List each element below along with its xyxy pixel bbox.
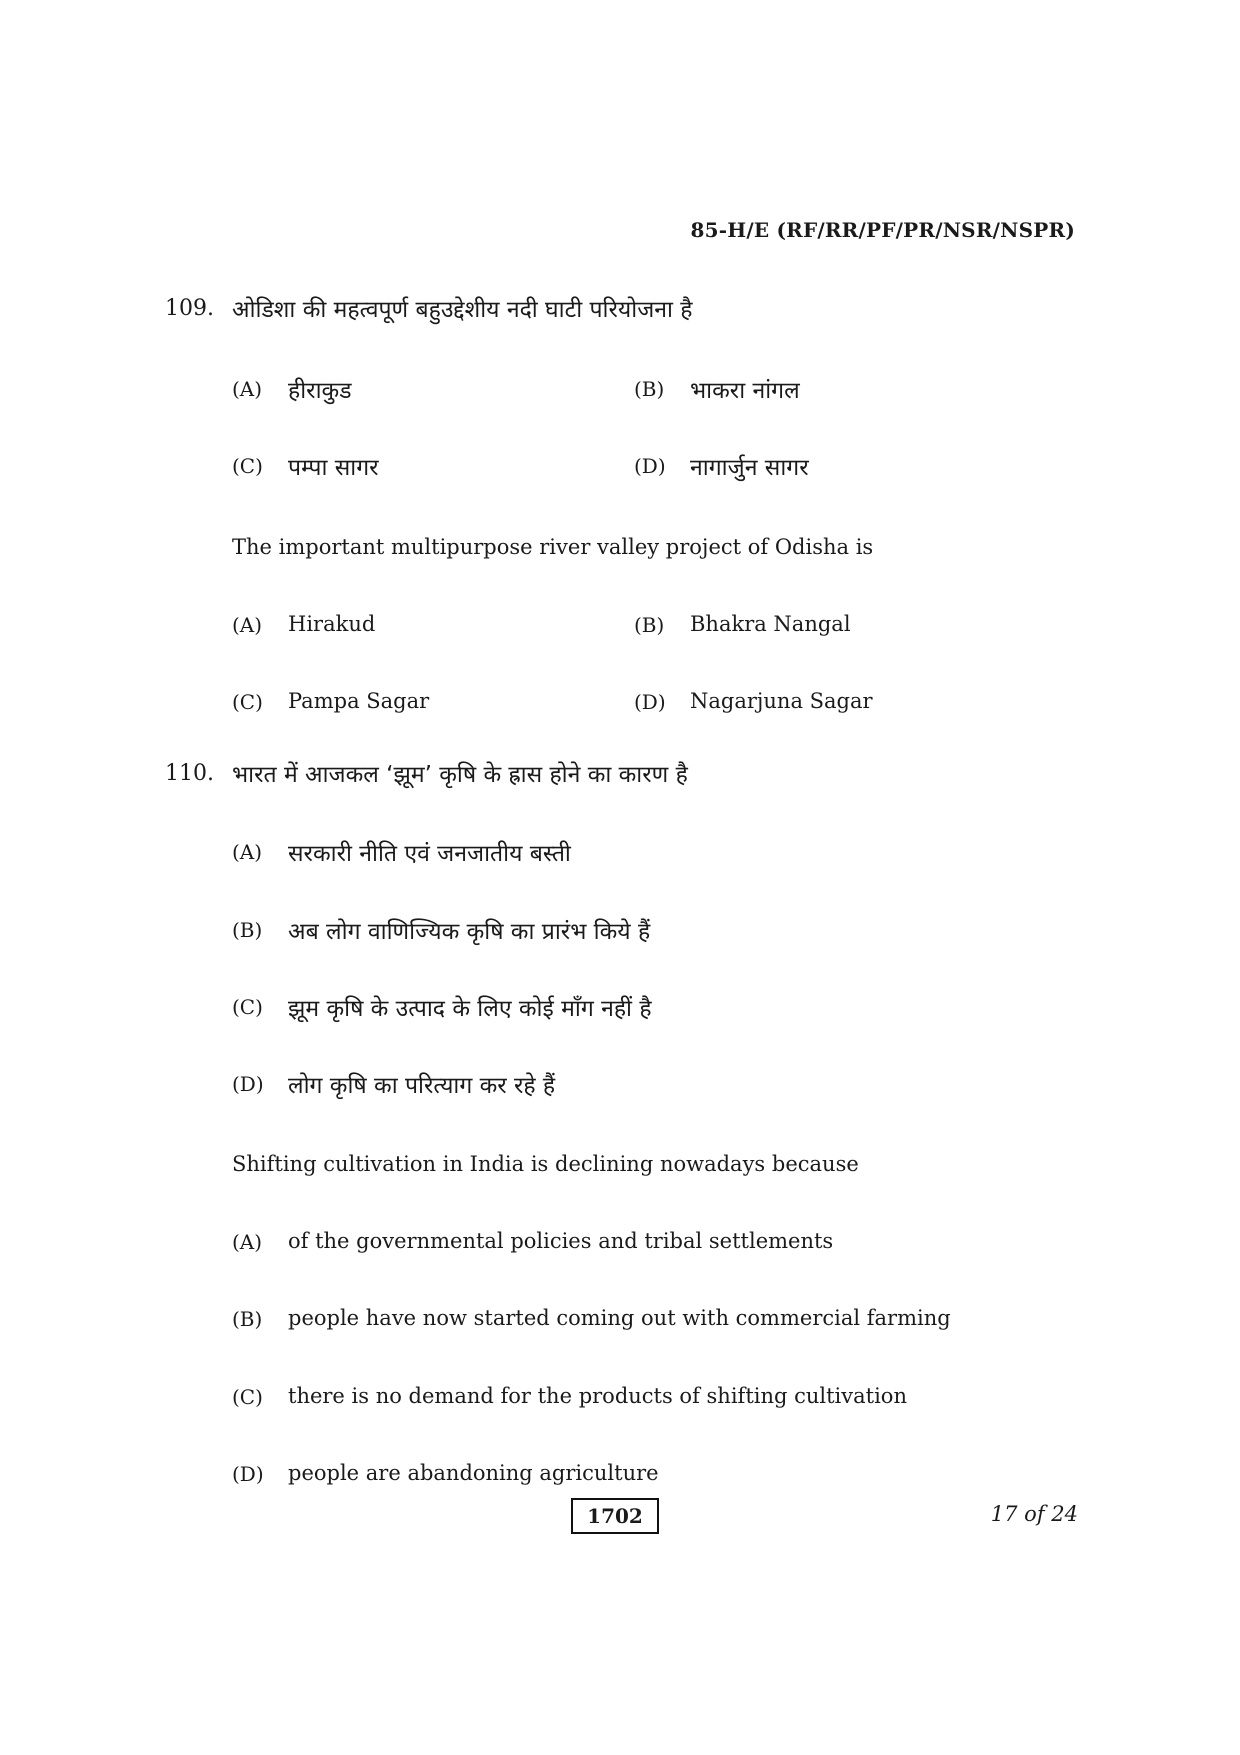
paper-code: 85-H/E (RF/RR/PF/PR/NSR/NSPR) (690, 218, 1075, 242)
option-label: (A) (232, 377, 263, 401)
option-text-english: Pampa Sagar (288, 689, 430, 713)
option-label: (B) (634, 613, 665, 637)
option-label: (C) (232, 690, 263, 714)
option-text-english: people have now started coming out with commercial farming (288, 1306, 951, 1330)
question-text-hindi: ओडिशा की महत्वपूर्ण बहुउद्देशीय नदी घाटी परियोजना है (232, 297, 693, 323)
option-label: (A) (232, 613, 263, 637)
option-text-hindi: अब लोग वाणिज्यिक कृषि का प्रारंभ किये हैं (288, 919, 651, 945)
question-text-english: The important multipurpose river valley project of Odisha is (232, 535, 874, 559)
option-text-hindi: नागार्जुन सागर (690, 455, 809, 481)
option-text-hindi: झूम कृषि के उत्पाद के लिए कोई माँग नहीं है (288, 996, 652, 1022)
option-label: (A) (232, 840, 263, 864)
option-label: (D) (634, 454, 666, 478)
option-label: (B) (232, 1307, 263, 1331)
option-label: (D) (232, 1462, 264, 1486)
question-number: 109. (165, 296, 214, 321)
option-label: (A) (232, 1230, 263, 1254)
option-text-hindi: भाकरा नांगल (690, 378, 800, 404)
option-text-english: people are abandoning agriculture (288, 1461, 659, 1485)
option-label: (D) (232, 1072, 264, 1096)
option-text-hindi: सरकारी नीति एवं जनजातीय बस्ती (288, 841, 571, 867)
option-label: (D) (634, 690, 666, 714)
option-text-english: Bhakra Nangal (690, 612, 851, 636)
option-text-english: Hirakud (288, 612, 376, 636)
option-text-hindi: लोग कृषि का परित्याग कर रहे हैं (288, 1073, 556, 1099)
option-text-hindi: हीराकुड (288, 378, 352, 404)
option-label: (C) (232, 454, 263, 478)
option-label: (C) (232, 1385, 263, 1409)
option-text-hindi: पम्पा सागर (288, 455, 379, 481)
question-text-hindi: भारत में आजकल ‘झूम’ कृषि के ह्रास होने का कारण है (232, 762, 688, 788)
question-text-english: Shifting cultivation in India is declining nowadays because (232, 1152, 859, 1176)
booklet-code-box: 1702 (571, 1498, 659, 1534)
option-label: (B) (634, 377, 665, 401)
option-label: (C) (232, 995, 263, 1019)
question-number: 110. (165, 761, 214, 786)
option-text-english: Nagarjuna Sagar (690, 689, 873, 713)
page-number: 17 of 24 (990, 1502, 1078, 1526)
option-text-english: of the governmental policies and tribal settlements (288, 1229, 834, 1253)
option-label: (B) (232, 918, 263, 942)
option-text-english: there is no demand for the products of shifting cultivation (288, 1384, 907, 1408)
